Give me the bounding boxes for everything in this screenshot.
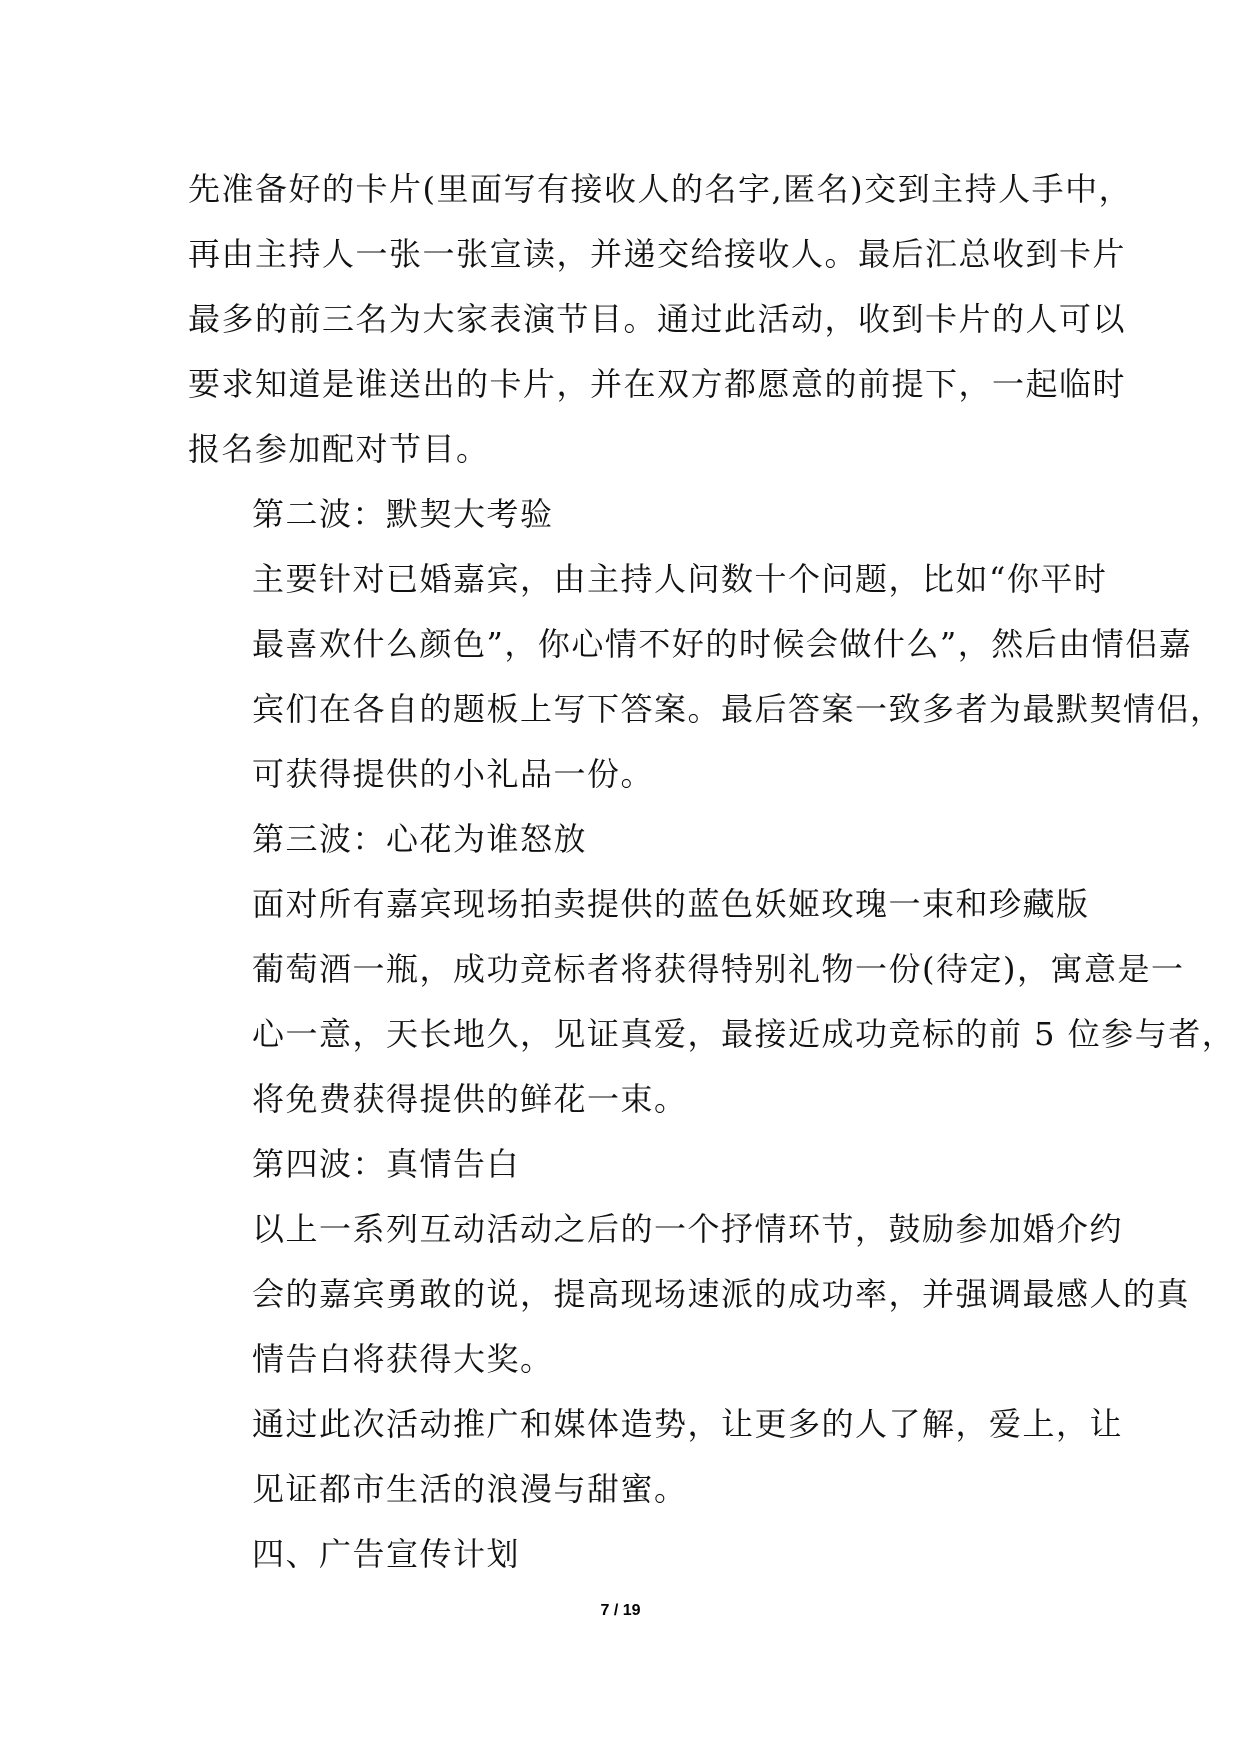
text-line: 可获得提供的小礼品一份。 bbox=[252, 755, 655, 793]
text-line: 心一意，天长地久，见证真爱，最接近成功竞标的前 5 位参与者， bbox=[252, 1015, 1236, 1053]
paragraph-card-activity bbox=[188, 157, 1133, 482]
text-line: 面对所有嘉宾现场拍卖提供的蓝色妖姬玫瑰一束和珍藏版 bbox=[252, 885, 1090, 923]
text-line: 要求知道是谁送出的卡片，并在双方都愿意的前提下，一起临时 bbox=[188, 365, 1127, 403]
text-line: 情告白将获得大奖。 bbox=[252, 1340, 554, 1378]
text-line: 宾们在各自的题板上写下答案。最后答案一致多者为最默契情侣， bbox=[252, 690, 1224, 728]
heading-text: 四、广告宣传计划 bbox=[252, 1535, 521, 1573]
section-heading-wave-3 bbox=[188, 807, 1088, 872]
text-line: 最多的前三名为大家表演节目。通过此活动，收到卡片的人可以 bbox=[188, 300, 1127, 338]
text-line: 最喜欢什么颜色”，你心情不好的时候会做什么”，然后由情侣嘉 bbox=[252, 625, 1193, 663]
paragraph-promotion bbox=[188, 1392, 1124, 1522]
text-line: 再由主持人一张一张宣读，并递交给接收人。最后汇总收到卡片 bbox=[188, 235, 1127, 273]
heading-text: 第二波：默契大考验 bbox=[252, 495, 554, 533]
text-line: 葡萄酒一瓶，成功竞标者将获得特别礼物一份(待定)，寓意是一 bbox=[252, 950, 1185, 988]
section-heading-advertising-plan bbox=[188, 1522, 1088, 1587]
paragraph-wave-3 bbox=[188, 872, 1236, 1132]
text-line: 通过此次活动推广和媒体造势，让更多的人了解，爱上，让 bbox=[252, 1405, 1124, 1443]
text-line: 主要针对已婚嘉宾，由主持人问数十个问题，比如“你平时 bbox=[252, 560, 1108, 598]
text-line: 报名参加配对节目。 bbox=[188, 430, 490, 468]
text-line: 将免费获得提供的鲜花一束。 bbox=[252, 1080, 688, 1118]
paragraph-wave-2 bbox=[188, 547, 1224, 807]
text-line: 会的嘉宾勇敢的说，提高现场速派的成功率，并强调最感人的真 bbox=[252, 1275, 1191, 1313]
section-heading-wave-4 bbox=[188, 1132, 1088, 1197]
heading-text: 第三波：心花为谁怒放 bbox=[252, 820, 588, 858]
page-number: 7 / 19 bbox=[600, 1602, 641, 1619]
section-heading-wave-2 bbox=[188, 482, 1088, 547]
text-line: 以上一系列互动活动之后的一个抒情环节，鼓励参加婚介约 bbox=[252, 1210, 1124, 1248]
document-body bbox=[188, 157, 1236, 1587]
text-line: 先准备好的卡片(里面写有接收人的名字,匿名)交到主持人手中， bbox=[188, 170, 1133, 208]
heading-text: 第四波：真情告白 bbox=[252, 1145, 521, 1183]
paragraph-wave-4 bbox=[188, 1197, 1191, 1392]
text-line: 见证都市生活的浪漫与甜蜜。 bbox=[252, 1470, 688, 1508]
